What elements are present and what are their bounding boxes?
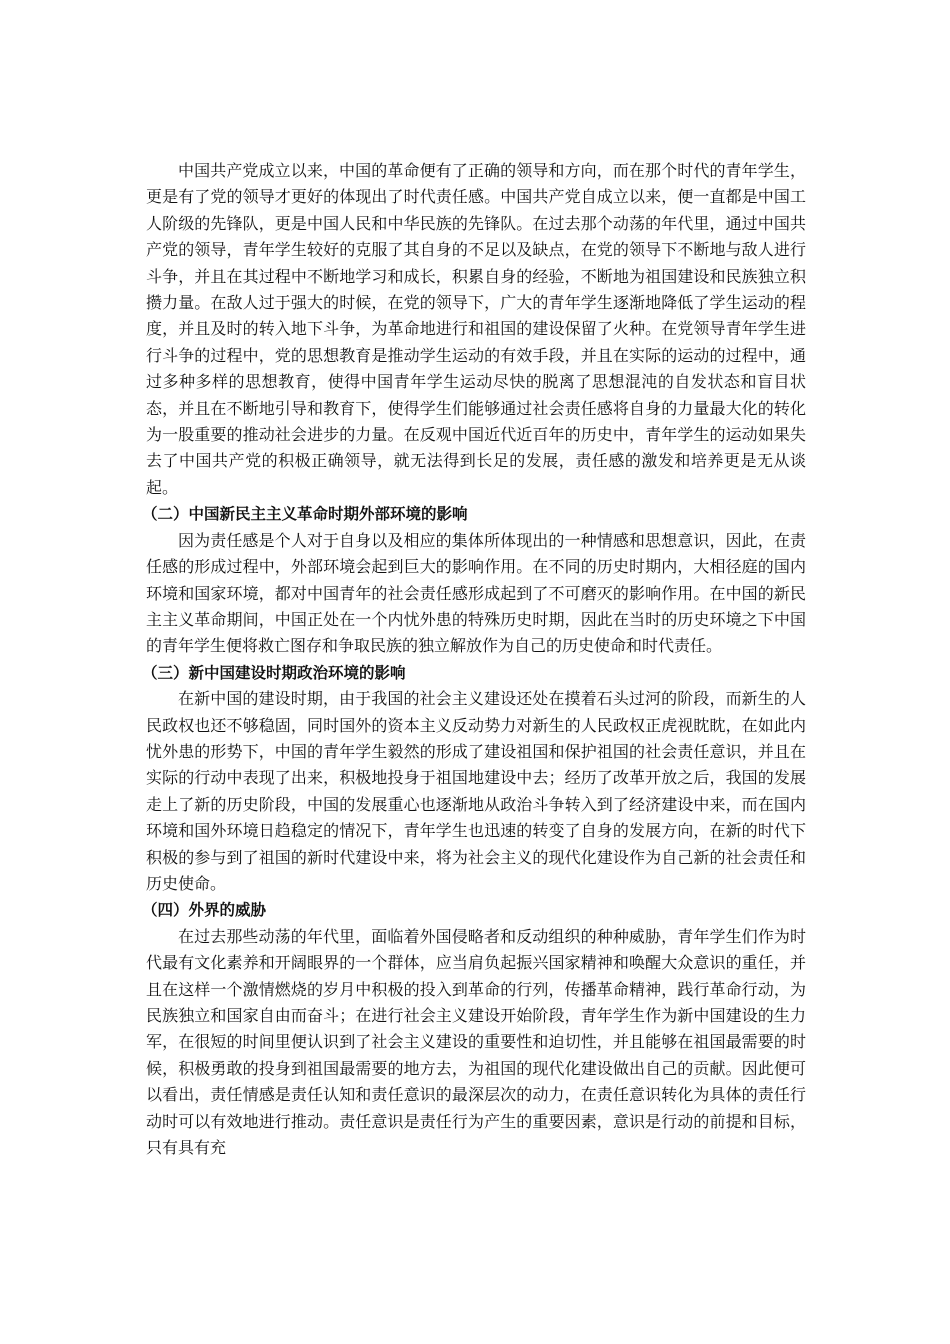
body-paragraph-1: 中国共产党成立以来，中国的革命便有了正确的领导和方向，而在那个时代的青年学生，更是有了党的领导才更好的体现出了时代责任感。中国共产党自成立以来，便一直都是中国工人阶级的先锋队，更是中国人民和中华民族的先锋队。在过去那个动荡的年代里，通过中国共产党的领导，青年学生较好的克服了其自身的不足以及缺点，在党的领导下不断地与敌人进行斗争，并且在其过程中不断地学习和成长，积累自身的经验，不断地为祖国建设和民族独立积攒力量。在敌人过于强大的时候，在党的领导下，广大的青年学生逐渐地降低了学生运动的程度，并且及时的转入地下斗争，为革命地进行和祖国的建设保留了火种。在党领导青年学生进行斗争的过程中，党的思想教育是推动学生运动的有效手段，并且在实际的运动的过程中，通过多种多样的思想教育，使得中国青年学生运动尽快的脱离了思想混沌的自发状态和盲目状态，并且在不断地引导和教育下，使得学生们能够通过社会责任感将自身的力量最大化的转化为一股重要的推动社会进步的力量。在反观中国近代近百年的历史中，青年学生的运动如果失去了中国共产党的积极正确领导，就无法得到长足的发展，责任感的激发和培养更是无从谈起。	[146, 161, 806, 497]
body-paragraph-2: 因为责任感是个人对于自身以及相应的集体所体现出的一种情感和思想意识，因此，在责任感的形成过程中，外部环境会起到巨大的影响作用。在不同的历史时期内，大相径庭的国内环境和国家环境，都对中国青年的社会责任感形成起到了不可磨灭的影响作用。在中国的新民主主义革命期间，中国正处在一个内忧外患的特殊历史时期，因此在当时的历史环境之下中国的青年学生便将救亡图存和争取民族的独立解放作为自己的历史使命和时代责任。	[146, 530, 806, 656]
body-paragraph-4: 在过去那些动荡的年代里，面临着外国侵略者和反动组织的种种威胁，青年学生们作为时代最有文化素养和开阔眼界的一个群体，应当肩负起振兴国家精神和唤醒大众意识的重任，并且在这样一个激情燃烧的岁月中积极的投入到革命的行列，传播革命精神，践行革命行动，为民族独立和国家自由而奋斗；在进行社会主义建设开始阶段，青年学生作为新中国建设的生力军，在很短的时间里便认识到了社会主义建设的重要性和迫切性，并且能够在祖国最需要的时候，积极勇敢的投身到祖国最需要的地方去，为祖国的现代化建设做出自己的贡献。因此便可以看出，责任情感是责任认知和责任意识的最深层次的动力，在责任意识转化为具体的责任行动时可以有效地进行推动。责任意识是责任行为产生的重要因素，意识是行动的前提和目标，只有具有充	[146, 926, 806, 1158]
section-heading-2: （二）中国新民主主义革命时期外部环境的影响	[142, 505, 468, 524]
section-heading-3: （三）新中国建设时期政治环境的影响	[142, 663, 406, 682]
body-paragraph-3: 在新中国的建设时期，由于我国的社会主义建设还处在摸着石头过河的阶段，而新生的人民政权也还不够稳固，同时国外的资本主义反动势力对新生的人民政权正虎视眈眈，在如此内忧外患的形势下，中国的青年学生毅然的形成了建设祖国和保护祖国的社会责任意识，并且在实际的行动中表现了出来，积极地投身于祖国地建设中去；经历了改革开放之后，我国的发展走上了新的历史阶段，中国的发展重心也逐渐地从政治斗争转入到了经济建设中来，而在国内环境和国外环境日趋稳定的情况下，青年学生也迅速的转变了自身的发展方向，在新的时代下积极的参与到了祖国的新时代建设中来，将为社会主义的现代化建设作为自己新的社会责任和历史使命。	[146, 689, 806, 893]
document-page	[142, 158, 806, 1161]
section-heading-4: （四）外界的威胁	[142, 901, 267, 920]
